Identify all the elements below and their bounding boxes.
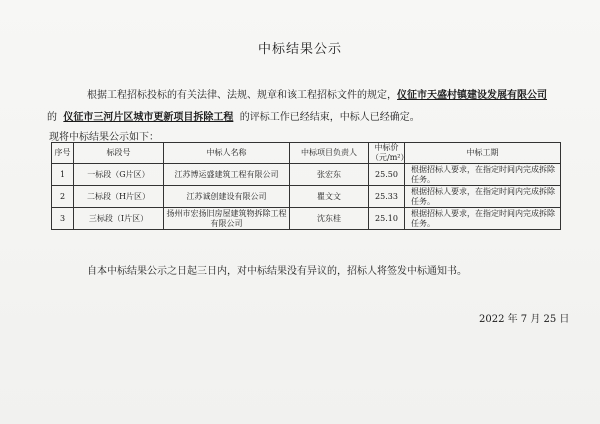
intro-paragraph [87,86,547,101]
cell-winner: 江苏博运盛建筑工程有限公司 [164,164,290,186]
intro-connector: 的 [47,112,57,123]
closing-paragraph: 自本中标结果公示之日起三日内，对中标结果没有异议的，招标人将签发中标通知书。 [87,266,467,277]
cell-section: 一标段（G片区） [74,164,164,186]
cell-seq: 2 [52,186,74,208]
intro-suffix: 的评标工作已经结束，中标人已经确定。 [239,112,420,123]
document-date: 2022 年 7 月 25 日 [479,314,570,325]
cell-winner: 扬州市宏扬旧房屋建筑物拆除工程有限公司 [164,208,290,230]
table-intro: 现将中标结果公示如下： [49,132,159,143]
cell-period: 根据招标人要求，在指定时间内完成拆除任务。 [405,164,561,186]
header-manager: 中标项目负责人 [290,143,369,164]
cell-manager: 瞿文文 [290,186,369,208]
cell-period: 根据招标人要求，在指定时间内完成拆除任务。 [405,208,561,230]
cell-section: 三标段（I片区） [74,208,164,230]
cell-price: 25.10 [369,208,405,230]
table-row [52,186,561,208]
header-section: 标段号 [74,143,164,164]
project-name: 仪征市三河片区城市更新项目拆除工程 [63,112,234,123]
tenderer-name: 仪征市天盛村镇建设发展有限公司 [397,90,547,101]
header-winner: 中标人名称 [164,143,290,164]
cell-section: 二标段（H片区） [74,186,164,208]
header-price: 中标价（元/m²） [369,143,405,164]
cell-manager: 沈东桂 [290,208,369,230]
header-seq: 序号 [52,143,74,164]
header-period: 中标工期 [405,143,561,164]
intro-text: 根据工程招标投标的有关法律、法规、规章和该工程招标文件的规定， [87,90,397,101]
results-table [51,142,561,230]
cell-seq: 3 [52,208,74,230]
cell-price: 25.33 [369,186,405,208]
cell-price: 25.50 [369,164,405,186]
page-title: 中标结果公示 [257,42,342,57]
cell-seq: 1 [52,164,74,186]
table-row [52,208,561,230]
intro-paragraph-cont [47,108,420,123]
table-header-row [52,143,561,164]
cell-period: 根据招标人要求，在指定时间内完成拆除任务。 [405,186,561,208]
table-row [52,164,561,186]
cell-winner: 江苏诚创建设有限公司 [164,186,290,208]
cell-manager: 张宏东 [290,164,369,186]
